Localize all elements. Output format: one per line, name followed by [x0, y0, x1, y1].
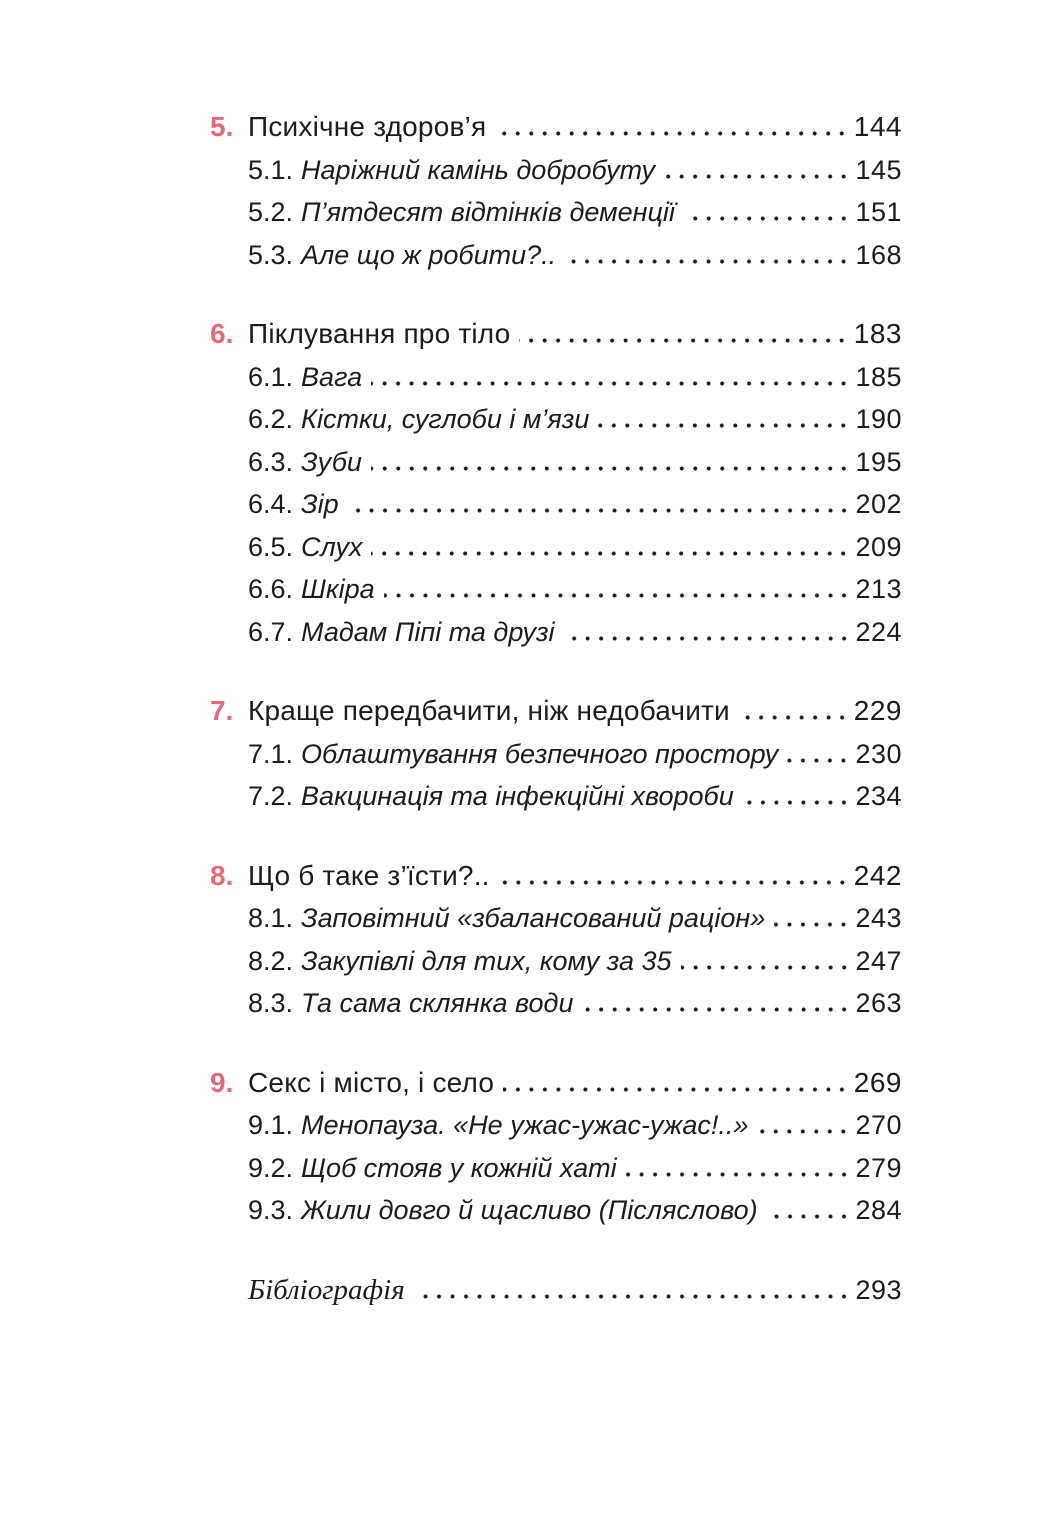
dot-leader [564, 636, 851, 641]
section-number: 8.1. [248, 903, 294, 933]
dot-leader [371, 381, 850, 386]
page-number: 190 [855, 404, 902, 434]
chapter-title: Краще передбачити, ніж недобачити [248, 695, 730, 726]
page-number: 243 [855, 903, 902, 933]
section-title: П’ятдесят відтінків деменції [301, 197, 675, 227]
section-title: Вага [301, 361, 363, 392]
section-label [248, 897, 765, 940]
page-number: 168 [855, 239, 902, 270]
dot-leader [787, 758, 850, 763]
toc-group [210, 1269, 902, 1312]
dot-leader [503, 1087, 849, 1092]
page-number: 242 [853, 859, 902, 891]
page-number: 293 [855, 1274, 902, 1305]
section-label [248, 982, 574, 1025]
section-label [248, 1147, 617, 1190]
toc-entry-7-2 [210, 775, 902, 818]
section-number: 6.1. [248, 361, 294, 392]
dot-leader [495, 131, 848, 136]
section-title: Зуби [301, 446, 362, 477]
section-number: 6.2. [248, 404, 294, 434]
page-number: 202 [855, 489, 902, 519]
chapter-title: Психічне здоров’я [248, 111, 487, 142]
page-number: 224 [855, 616, 902, 647]
section-number: 6.6. [248, 574, 294, 604]
toc-entry-5-2 [210, 191, 902, 234]
section-label [248, 775, 734, 818]
dot-leader [767, 1214, 851, 1219]
page-number: 213 [855, 574, 902, 604]
page-number: 247 [855, 945, 902, 976]
toc-entry-8-2 [210, 940, 902, 983]
section-label [248, 526, 362, 569]
toc-entry-7-1 [210, 733, 902, 776]
dot-leader [519, 338, 848, 343]
page-number: 230 [855, 738, 902, 769]
dot-leader [348, 508, 851, 513]
dot-leader [743, 800, 851, 805]
toc-entry-9-1 [210, 1104, 902, 1147]
page-number: 279 [855, 1152, 902, 1183]
section-title: Слух [301, 531, 363, 562]
section-number: 6.7. [248, 616, 294, 647]
toc-entry-6 [210, 313, 902, 356]
toc-group [210, 690, 902, 818]
toc-entry-6-6 [210, 568, 902, 611]
chapter-title: Що б таке з’їсти?.. [248, 859, 490, 891]
bibliography-title: Бібліографія [248, 1273, 405, 1306]
dot-leader [384, 593, 851, 598]
chapter-number: 5. [210, 111, 234, 142]
section-number: 7.1. [248, 738, 294, 769]
section-title: Наріжний камінь добробуту [301, 154, 656, 185]
section-number: 8.2. [248, 945, 294, 976]
toc-entry-6-1 [210, 356, 902, 399]
dot-leader [626, 1172, 851, 1177]
dot-leader [583, 1007, 851, 1012]
table-of-contents [210, 106, 902, 1311]
section-number: 7.2. [248, 781, 294, 811]
section-title: Щоб стояв у кожній хаті [301, 1152, 617, 1183]
toc-entry-6-7 [210, 611, 902, 654]
section-number: 5.1. [248, 154, 294, 185]
section-label [248, 483, 339, 526]
dot-leader [371, 551, 850, 556]
section-label [248, 611, 555, 654]
toc-entry-9 [210, 1062, 902, 1105]
toc-entry-5 [210, 106, 902, 149]
toc-entry-9-2 [210, 1147, 902, 1190]
page-number: 144 [853, 111, 902, 142]
section-title: Мадам Піпі та друзі [301, 616, 555, 647]
section-title: Заповітний «збалансований раціон» [301, 903, 766, 933]
chapter-title: Піклування про тіло [248, 318, 511, 349]
section-label [248, 356, 362, 399]
section-label [248, 1189, 758, 1232]
section-title: Менопауза. «Не ужас-ужас-ужас!..» [301, 1110, 749, 1140]
toc-entry-6-2 [210, 398, 902, 441]
section-label [248, 1104, 748, 1147]
section-label [248, 940, 672, 983]
page-number: 209 [855, 531, 902, 562]
dot-leader [774, 922, 850, 927]
page-number: 185 [855, 361, 902, 392]
section-label [248, 191, 675, 234]
toc-entry-6-5 [210, 526, 902, 569]
toc-entry-5-1 [210, 149, 902, 192]
page-number: 263 [855, 988, 902, 1018]
chapter-number: 9. [210, 1066, 234, 1098]
toc-entry-bibliography [210, 1269, 902, 1312]
page-number: 234 [855, 781, 902, 811]
page-number: 269 [853, 1066, 902, 1098]
dot-leader [598, 423, 850, 428]
dot-leader [739, 715, 849, 720]
dot-leader [681, 965, 851, 970]
toc-entry-9-3 [210, 1189, 902, 1232]
toc-group [210, 855, 902, 1025]
toc-group [210, 106, 902, 276]
section-label [248, 149, 655, 192]
section-label [248, 568, 375, 611]
section-label [248, 398, 589, 441]
section-title: Кістки, суглоби і м’язи [301, 404, 590, 434]
toc-entry-6-3 [210, 441, 902, 484]
dot-leader [664, 174, 850, 179]
section-label [248, 441, 362, 484]
dot-leader [757, 1129, 850, 1134]
toc-entry-8 [210, 855, 902, 898]
dot-leader [499, 880, 849, 885]
page-number: 284 [855, 1195, 902, 1225]
chapter-title: Секс і місто, і село [248, 1066, 495, 1098]
section-title: Облаштування безпечного простору [301, 738, 779, 769]
page-number: 195 [855, 446, 902, 477]
chapter-number: 7. [210, 695, 234, 726]
toc-entry-7 [210, 690, 902, 733]
section-number: 6.5. [248, 531, 294, 562]
section-number: 8.3. [248, 988, 294, 1018]
dot-leader [371, 466, 851, 471]
section-number: 9.1. [248, 1110, 294, 1140]
section-title: Шкіра [301, 574, 375, 604]
page-number: 151 [855, 197, 902, 227]
section-title: Зір [301, 489, 339, 519]
page-number: 145 [855, 154, 902, 185]
chapter-number: 8. [210, 859, 234, 891]
section-label [248, 733, 778, 776]
section-number: 6.4. [248, 489, 294, 519]
dot-leader [684, 216, 851, 221]
page-number: 229 [853, 695, 902, 726]
toc-group [210, 1062, 902, 1232]
toc-entry-6-4 [210, 483, 902, 526]
chapter-number: 6. [210, 318, 234, 349]
section-number: 9.2. [248, 1152, 294, 1183]
dot-leader [565, 259, 850, 264]
section-title: Але що ж робити?.. [301, 239, 557, 270]
page-number: 183 [853, 318, 902, 349]
toc-entry-8-1 [210, 897, 902, 940]
dot-leader [414, 1294, 851, 1299]
section-title: Вакцинація та інфекційні хвороби [301, 781, 734, 811]
section-number: 5.3. [248, 239, 294, 270]
page-number: 270 [855, 1110, 902, 1140]
section-number: 6.3. [248, 446, 294, 477]
section-number: 5.2. [248, 197, 294, 227]
section-number: 9.3. [248, 1195, 294, 1225]
toc-entry-8-3 [210, 982, 902, 1025]
toc-entry-5-3 [210, 234, 902, 277]
section-title: Та сама склянка води [301, 988, 574, 1018]
section-title: Жили довго й щасливо (Післяслово) [301, 1195, 758, 1225]
section-label [248, 234, 556, 277]
section-title: Закупівлі для тих, кому за 35 [301, 945, 672, 976]
toc-group [210, 313, 902, 653]
